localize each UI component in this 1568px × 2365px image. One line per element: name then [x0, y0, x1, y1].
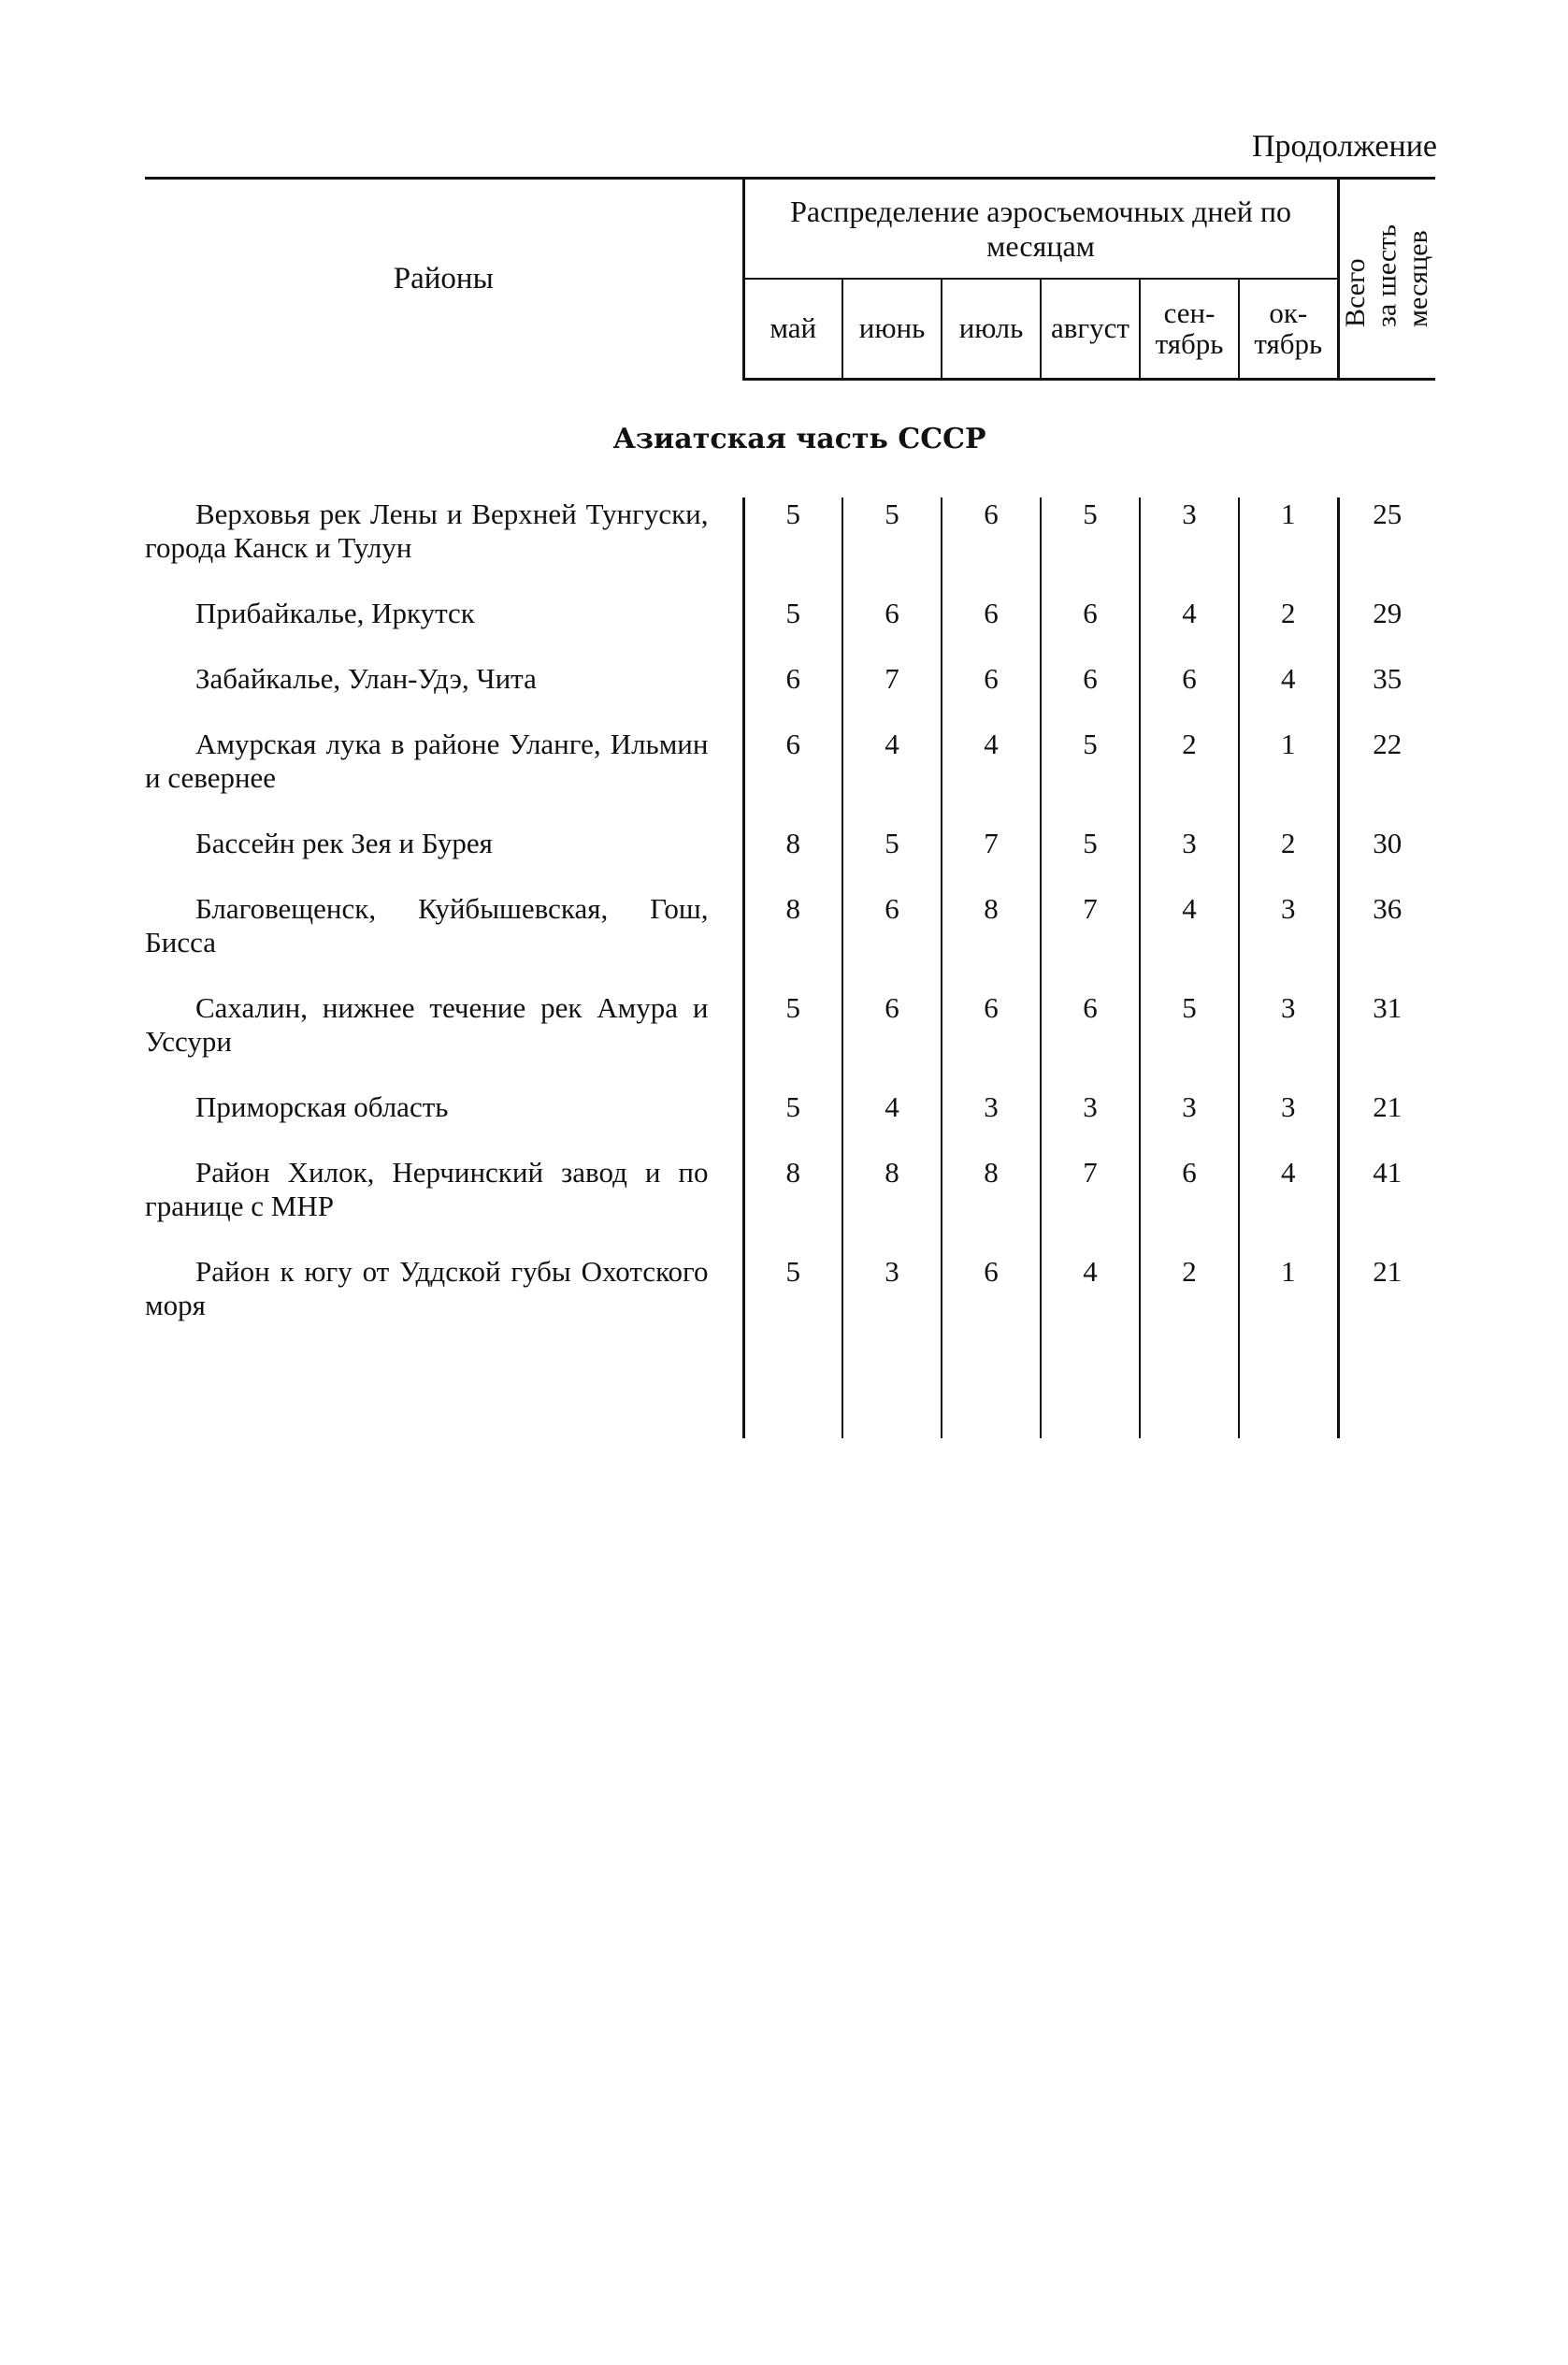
month-value-cell: 6 — [942, 597, 1041, 662]
table-row — [145, 827, 1435, 892]
month-value-cell: 5 — [1041, 827, 1140, 892]
month-value-cell: 7 — [942, 827, 1041, 892]
total-cell: 30 — [1338, 827, 1435, 892]
header-regions: Районы — [145, 179, 743, 380]
month-value-cell: 8 — [743, 827, 842, 892]
month-value-cell: 5 — [743, 597, 842, 662]
month-value-cell: 4 — [1239, 662, 1338, 728]
month-value-cell: 5 — [1140, 991, 1239, 1090]
month-value-cell: 4 — [842, 1090, 942, 1156]
month-value-cell: 6 — [1041, 991, 1140, 1090]
month-value-cell: 4 — [1239, 1156, 1338, 1255]
table-row — [145, 597, 1435, 662]
month-value-cell: 6 — [842, 892, 942, 991]
month-value-cell: 3 — [1239, 1090, 1338, 1156]
month-value-cell: 8 — [743, 892, 842, 991]
month-value-cell: 6 — [1041, 597, 1140, 662]
month-value-cell: 5 — [743, 1090, 842, 1156]
aerial-survey-days-table — [145, 177, 1435, 1438]
month-value-cell: 2 — [1239, 827, 1338, 892]
month-value-cell: 7 — [1041, 892, 1140, 991]
header-month: июль — [942, 279, 1041, 380]
month-value-cell: 6 — [942, 991, 1041, 1090]
region-cell: Благовещенск, Куйбышевская, Гош, Бисса — [145, 892, 709, 959]
month-value-cell: 6 — [1140, 662, 1239, 728]
month-value-cell: 3 — [1239, 991, 1338, 1090]
total-cell: 22 — [1338, 728, 1435, 827]
month-value-cell: 5 — [842, 498, 942, 597]
header-month: сен- тябрь — [1140, 279, 1239, 380]
month-value-cell: 6 — [842, 991, 942, 1090]
region-cell: Амурская лука в районе Уланге, Ильмин и севернее — [145, 728, 709, 794]
month-value-cell: 3 — [1041, 1090, 1140, 1156]
month-value-cell: 3 — [842, 1255, 942, 1354]
empty-cell — [1041, 1354, 1140, 1438]
table-row — [145, 892, 1435, 991]
month-value-cell: 6 — [743, 662, 842, 728]
month-value-cell: 6 — [1140, 1156, 1239, 1255]
region-cell: Забайкалье, Улан-Удэ, Чита — [195, 662, 537, 695]
table-row — [145, 991, 1435, 1090]
month-value-cell: 4 — [1140, 892, 1239, 991]
month-value-cell: 3 — [1140, 827, 1239, 892]
month-value-cell: 8 — [942, 892, 1041, 991]
month-value-cell: 5 — [743, 498, 842, 597]
month-value-cell: 6 — [1041, 662, 1140, 728]
month-value-cell: 7 — [842, 662, 942, 728]
header-month: ок- тябрь — [1239, 279, 1338, 380]
month-value-cell: 5 — [1041, 498, 1140, 597]
month-value-cell: 6 — [942, 1255, 1041, 1354]
empty-cell — [1338, 1354, 1435, 1438]
total-cell: 29 — [1338, 597, 1435, 662]
header-month: август — [1041, 279, 1140, 380]
region-cell: Район Хилок, Нерчинский завод и по границе с МНР — [145, 1156, 709, 1222]
table-row — [145, 1156, 1435, 1255]
header-total — [1338, 179, 1435, 380]
month-value-cell: 1 — [1239, 728, 1338, 827]
month-value-cell: 2 — [1140, 1255, 1239, 1354]
month-value-cell: 3 — [942, 1090, 1041, 1156]
month-value-cell: 3 — [1239, 892, 1338, 991]
month-value-cell: 8 — [842, 1156, 942, 1255]
region-cell: Верховья рек Лены и Верхней Тунгуски, города Канск и Тулун — [145, 498, 709, 564]
table-tail — [145, 1354, 1435, 1438]
table-row — [145, 1090, 1435, 1156]
month-value-cell: 8 — [942, 1156, 1041, 1255]
total-cell: 21 — [1338, 1255, 1435, 1354]
total-cell: 41 — [1338, 1156, 1435, 1255]
section-title: Азиатская часть СССР — [612, 423, 986, 455]
header-month: май — [743, 279, 842, 380]
empty-cell — [1140, 1354, 1239, 1438]
total-cell: 21 — [1338, 1090, 1435, 1156]
region-cell: Район к югу от Уддской губы Охотского моря — [145, 1255, 709, 1321]
month-value-cell: 3 — [1140, 498, 1239, 597]
region-cell: Бассейн рек Зея и Бурея — [195, 827, 493, 859]
month-value-cell: 6 — [842, 597, 942, 662]
region-cell: Сахалин, нижнее течение рек Амура и Уссури — [145, 991, 709, 1058]
month-value-cell: 2 — [1140, 728, 1239, 827]
empty-cell — [942, 1354, 1041, 1438]
month-value-cell: 3 — [1140, 1090, 1239, 1156]
table-row — [145, 498, 1435, 597]
table-row — [145, 1255, 1435, 1354]
region-cell: Прибайкалье, Иркутск — [195, 597, 475, 629]
total-cell: 25 — [1338, 498, 1435, 597]
continuation-label: Продолжение — [1251, 129, 1437, 164]
month-value-cell: 1 — [1239, 1255, 1338, 1354]
header-month: июнь — [842, 279, 942, 380]
month-value-cell: 4 — [1041, 1255, 1140, 1354]
region-cell: Приморская область — [195, 1090, 449, 1123]
empty-cell — [1239, 1354, 1338, 1438]
month-value-cell: 8 — [743, 1156, 842, 1255]
header-total-label: Всего за шесть месяцев — [1340, 224, 1434, 327]
total-cell: 36 — [1338, 892, 1435, 991]
month-value-cell: 4 — [1140, 597, 1239, 662]
month-value-cell: 2 — [1239, 597, 1338, 662]
month-value-cell: 4 — [942, 728, 1041, 827]
month-value-cell: 1 — [1239, 498, 1338, 597]
month-value-cell: 6 — [942, 498, 1041, 597]
month-value-cell: 6 — [942, 662, 1041, 728]
table-row — [145, 662, 1435, 728]
month-value-cell: 5 — [743, 991, 842, 1090]
empty-cell — [842, 1354, 942, 1438]
month-value-cell: 7 — [1041, 1156, 1140, 1255]
month-value-cell: 5 — [743, 1255, 842, 1354]
total-cell: 35 — [1338, 662, 1435, 728]
month-value-cell: 6 — [743, 728, 842, 827]
month-value-cell: 5 — [1041, 728, 1140, 827]
table-row — [145, 728, 1435, 827]
month-value-cell: 5 — [842, 827, 942, 892]
header-distribution: Распределение аэросъемочных дней по месяцам — [743, 179, 1338, 280]
month-value-cell: 4 — [842, 728, 942, 827]
empty-cell — [145, 1354, 743, 1438]
empty-cell — [743, 1354, 842, 1438]
total-cell: 31 — [1338, 991, 1435, 1090]
